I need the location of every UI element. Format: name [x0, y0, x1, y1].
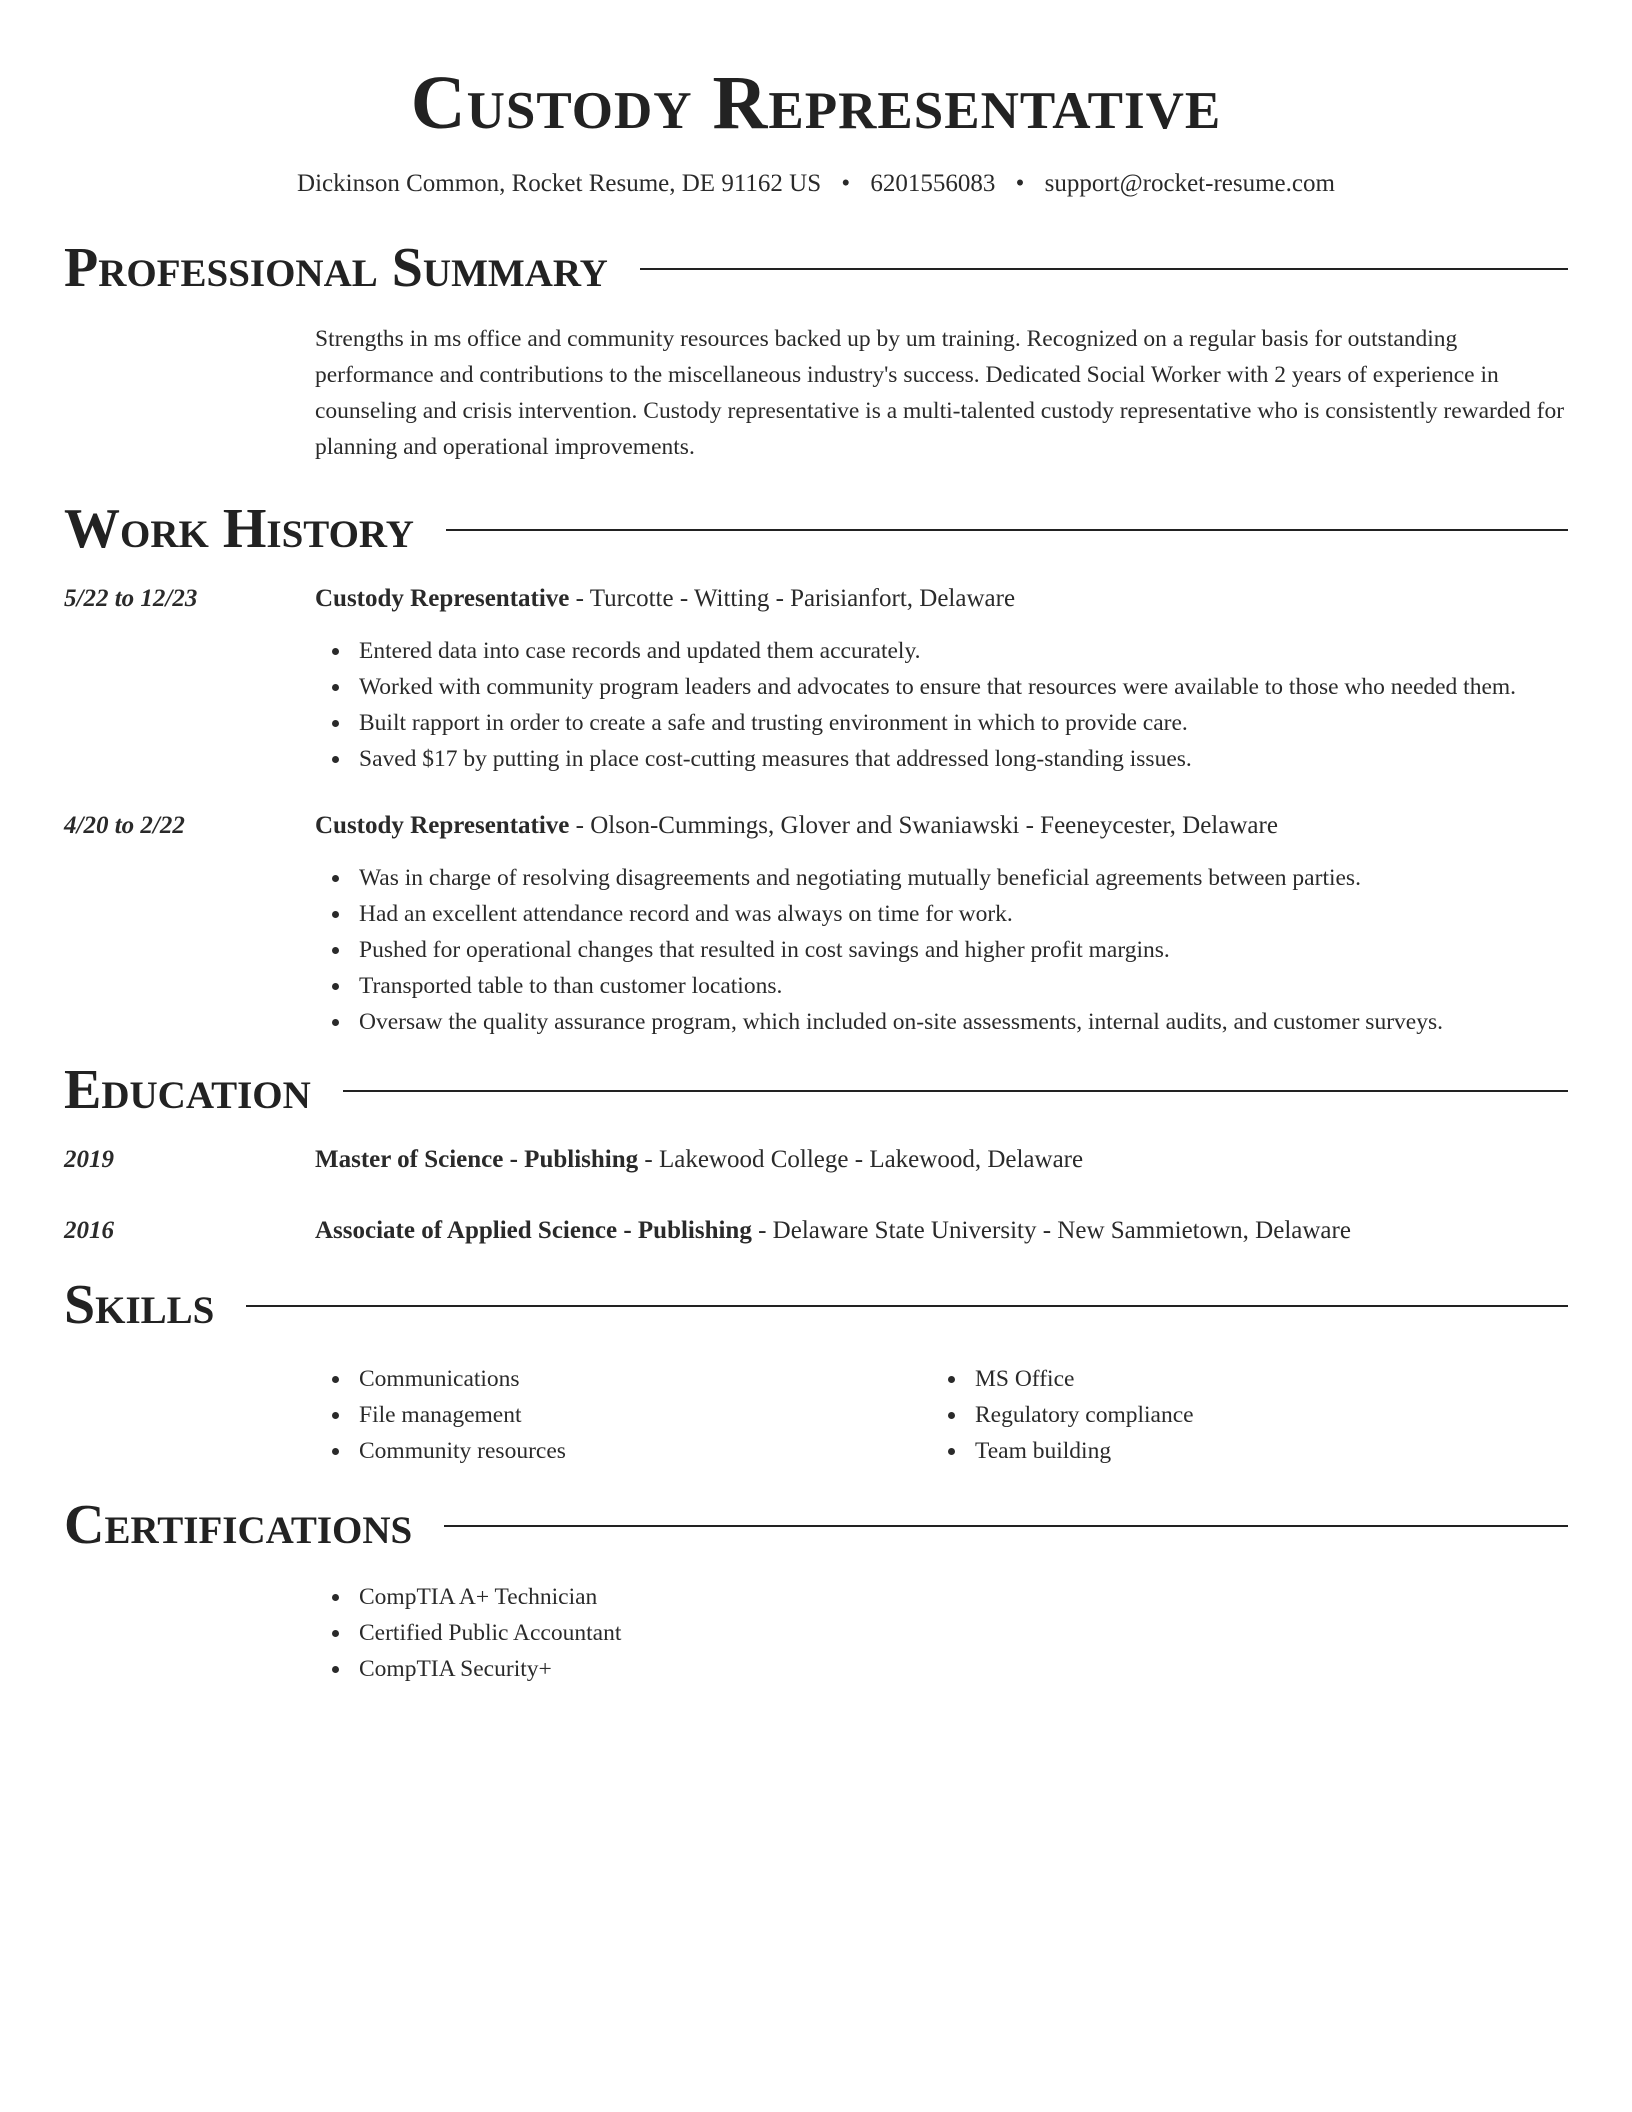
- skills-section: [64, 1275, 1568, 1469]
- certifications-spacer: [64, 1579, 315, 1687]
- contact-email: support@rocket-resume.com: [1044, 170, 1335, 197]
- job-title: Custody Representative: [315, 812, 570, 839]
- job-title: Custody Representative: [315, 585, 570, 612]
- skills-header: [64, 1275, 1568, 1335]
- certification-item: CompTIA A+ Technician: [315, 1579, 1568, 1615]
- certifications-list: [315, 1579, 1568, 1687]
- section-divider: [444, 1525, 1568, 1527]
- education-heading: Education: [64, 1059, 311, 1121]
- summary-text: Strengths in ms office and community resources backed up by um training. Recognized on a regular basis for outstanding performance and contributions to the miscellaneous industry's success. Dedicated Social Worker with 2 years of experience in counseling and crisis intervention. Custody representative is a multi-talented custody representative who is consistently rewarded for planning and operational improvements.: [315, 326, 1565, 460]
- skills-list-right: [931, 1361, 1547, 1469]
- candidate-name: Custody Representative: [410, 61, 1222, 145]
- contact-phone: 6201556083: [870, 170, 996, 197]
- skill-item: Communications: [315, 1361, 931, 1397]
- work-history-section: [64, 499, 1568, 1040]
- certifications-heading: Certifications: [64, 1494, 413, 1556]
- job-bullet: Was in charge of resolving disagreements and negotiating mutually beneficial agreements between parties.: [315, 860, 1568, 896]
- contact-separator: •: [1015, 170, 1025, 197]
- certification-item: CompTIA Security+: [315, 1651, 1568, 1687]
- section-divider: [246, 1305, 1568, 1307]
- contact-line: [64, 168, 1568, 200]
- job-details: - Turcotte - Witting - Parisianfort, Delaware: [569, 585, 1016, 612]
- skills-grid: [315, 1361, 1568, 1469]
- education-body: [315, 1213, 1568, 1249]
- education-year: 2019: [64, 1146, 114, 1173]
- education-degree: Master of Science - Publishing: [315, 1146, 639, 1173]
- skill-item: File management: [315, 1397, 931, 1433]
- education-year: 2016: [64, 1217, 114, 1244]
- job-bullet: Saved $17 by putting in place cost-cutting measures that addressed long-standing issues.: [315, 741, 1568, 777]
- skill-item: Community resources: [315, 1433, 931, 1469]
- job-bullet: Pushed for operational changes that resulted in cost savings and higher profit margins.: [315, 932, 1568, 968]
- section-divider: [446, 529, 1568, 531]
- section-divider: [640, 268, 1568, 270]
- skills-spacer: [64, 1361, 315, 1469]
- education-details: - Delaware State University - New Sammietown, Delaware: [751, 1217, 1351, 1244]
- job-bullet: Entered data into case records and updated them accurately.: [315, 633, 1568, 669]
- summary-header: [64, 238, 1568, 298]
- skills-row: [64, 1361, 1568, 1469]
- job-dates: 5/22 to 12/23: [64, 585, 198, 612]
- contact-separator: •: [841, 170, 851, 197]
- job-bullets: [315, 633, 1568, 777]
- education-entry: [64, 1142, 1568, 1178]
- job-bullet: Transported table to than customer locations.: [315, 968, 1568, 1004]
- summary-row: [64, 321, 1568, 465]
- work-history-header: [64, 499, 1568, 559]
- job-entry: [64, 581, 1568, 777]
- education-degree: Associate of Applied Science - Publishing: [315, 1217, 752, 1244]
- job-heading: [315, 581, 1568, 617]
- job-details: - Olson-Cummings, Glover and Swaniawski - Feeneycester, Delaware: [569, 812, 1278, 839]
- certifications-row: [64, 1579, 1568, 1687]
- job-bullet: Built rapport in order to create a safe and trusting environment in which to provide care.: [315, 705, 1568, 741]
- summary-heading: Professional Summary: [64, 237, 608, 299]
- skill-item: Team building: [931, 1433, 1547, 1469]
- summary-section: [64, 238, 1568, 465]
- certifications-section: [64, 1495, 1568, 1687]
- job-dates: 4/20 to 2/22: [64, 812, 185, 839]
- job-body: [315, 581, 1568, 777]
- education-section: [64, 1060, 1568, 1249]
- resume-page: [64, 0, 1568, 1687]
- job-body: [315, 808, 1568, 1040]
- education-body: [315, 1142, 1568, 1178]
- job-bullets: [315, 860, 1568, 1040]
- skill-item: MS Office: [931, 1361, 1547, 1397]
- education-entry: [64, 1213, 1568, 1249]
- certification-item: Certified Public Accountant: [315, 1615, 1568, 1651]
- job-bullet: Had an excellent attendance record and was always on time for work.: [315, 896, 1568, 932]
- section-divider: [343, 1090, 1568, 1092]
- job-bullet: Worked with community program leaders and advocates to ensure that resources were available to those who needed them.: [315, 669, 1568, 705]
- certifications-header: [64, 1495, 1568, 1555]
- job-entry: [64, 808, 1568, 1040]
- work-history-heading: Work History: [64, 498, 414, 560]
- job-bullet: Oversaw the quality assurance program, which included on-site assessments, internal audits, and customer surveys.: [315, 1004, 1568, 1040]
- education-details: - Lakewood College - Lakewood, Delaware: [638, 1146, 1084, 1173]
- contact-address: Dickinson Common, Rocket Resume, DE 91162 US: [297, 170, 822, 197]
- certifications-body: [315, 1579, 1568, 1687]
- skills-heading: Skills: [64, 1274, 215, 1336]
- summary-spacer: [64, 321, 315, 465]
- skill-item: Regulatory compliance: [931, 1397, 1547, 1433]
- job-heading: [315, 808, 1568, 844]
- skills-list-left: [315, 1361, 931, 1469]
- education-header: [64, 1060, 1568, 1120]
